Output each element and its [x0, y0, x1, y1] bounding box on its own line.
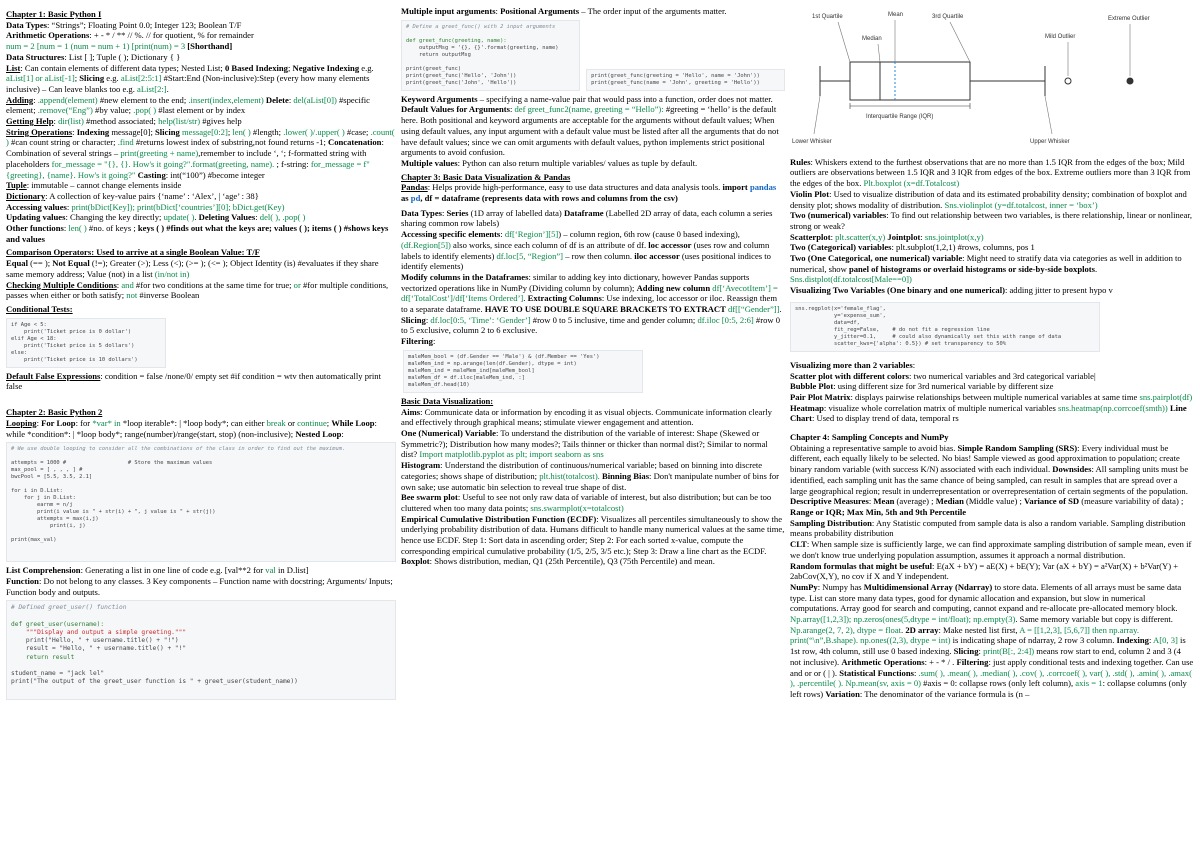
- descriptive-measures-paragraph: Descriptive Measures: Mean (average) ; Median (Middle value) ; Variance of SD (measure variability of data) ; Range or IQR; Max Min, 5th and 9th Percentile: [790, 496, 1184, 517]
- looping-paragraph: Looping: For Loop: for *var* in *loop iterable*: | *loop body*; can either break or continue; While Loop: while *condition*: | *loop body*; range(number)/range(start, stop) (non-inclusive); Nested Loop:: [6, 417, 377, 439]
- accessing-elements-paragraph: Accessing specific elements: df[‘Region’][5]) – column region, 6th row (cause 0 based indexing), (df.Region[5]) also works, since each column of df is an attribute of df. loc accessor (uses row and column labels to identify elements) df.loc[5, “Region”] – row then column. iloc accessor (uses positional indices to identify elements): [401, 229, 771, 272]
- filtering-line: Filtering:: [401, 336, 436, 347]
- histogram-paragraph: Histogram: Understand the distribution of continuous/numerical variable; based on binning into discrete categories; shows shape of distribution; plt.hist(totalcost). Binning Bias: Don't manipulate number of bins for own sake; use automatic bin selection to reveal true shape of dist.: [401, 460, 779, 492]
- code-conditional-tests: if Age < 5: print('Ticket price is 0 dollar') elif Age < 18: print('Ticket price is 5 dollars') else: print('Ticket price is 10 dollars'): [6, 318, 166, 368]
- ecdf-paragraph: Empirical Cumulative Distribution Function (ECDF): Visualizes all percentiles simultaneously to show the underlying probability distribution of data. Humans difficult to handle many numerical values at the same time, hence use ECDF. Step 1: Sort data in ascending order; Step 2: For each sorted x-value, compute the corresponding empirical cumulative probability (1/5, 2/5, 3/5 etc.); Step 3: Draw a line chart as the ECDF.: [401, 513, 785, 556]
- code-regplot: sns.regplot(x='female_flag', y='expense_sum', data=df, fit_reg=False, # do not fit a regression line y_jitter=0.1, # could also dynamically set this with range of data scatter_kws={'alpha': 0.5}) # set transparency to 50%: [790, 302, 1100, 352]
- other-functions-line: Other functions: len( ) #no. of keys ; keys ( ) #finds out what the keys are; values ( ); items ( ) #shows keys and values: [6, 223, 389, 244]
- pointer-upper-whisker: [1045, 96, 1052, 134]
- two-numerical-paragraph: Two (numerical) variables: To find out relationship between two variables, is there relationship, linear or nonlinear, strong or weak?: [790, 210, 1193, 231]
- pair-plot-paragraph: Pair Plot Matrix: displays pairwise relationships between multiple numerical variables at same time sns.pairplot(df) Heatmap: visualize whole correlation matrix of multiple numerical variables sns.heatmap(np.corrcoef(smth)) Line Chart: Used to display trend of data, temporal rs: [790, 391, 1193, 424]
- column-1: [6, 6, 396, 703]
- scatter-colors-line: Scatter plot with different colors: two numerical variables and 3rd categorical variable|: [790, 370, 1096, 381]
- multiple-input-line: Multiple input arguments: Positional Arguments – The order input of the arguments matter.: [401, 6, 727, 16]
- clt-paragraph: CLT: When sample size is sufficiently large, we can find approximate sampling distribution of sample mean, even if we don't know true underlying population assumption, assumes it approach a normal distribution.: [790, 539, 1192, 560]
- column-2: [401, 6, 785, 567]
- pandas-data-types-line: Data Types: Series (1D array of labelled data) Dataframe (Labelled 2D array of data, each column a series sharing common row labels): [401, 207, 773, 229]
- pointer-median: [878, 44, 880, 62]
- default-false-line: Default False Expressions: condition = false /none/0/ empty set #if condition = wtv then automatically print false: [6, 370, 381, 392]
- slicing-paragraph: Slicing: df.loc[0:5, ‘Time’: ‘Gender’] #row 0 to 5 inclusive, time and gender column; df.iloc [0:5, 2:6] #row 0 to 5 exclusive, column 2 to 6 exclusive.: [401, 314, 781, 336]
- code-filtering: maleMem_bool = (df.Gender == 'Male') & (df.Member == 'Yes') maleMem_ind = np.arange(len(df.Gender), dtype = int) maleMem_ind = maleMem_ind[maleMem_bool] maleMem_df = df.iloc[maleMem_ind, :] maleMem_df.head(10): [403, 350, 643, 393]
- comparison-operators-title: Comparison Operators: Used to arrive at a single Boolean Value: T/F: [6, 247, 260, 258]
- updating-values-line: Updating values: Changing the key directly; update( ). Deleting Values: del( ), .pop( ): [6, 212, 306, 223]
- code-greet-user: # Defined greet_user() function def greet_user(username): """Display and output a simple greeting.""" print("Hello, " + username.title() + "!") result = "Hello, " + username.title() + "!" return result student_name = "jack lel" print("The output of the greet_user function is " + greet_user(student_name)): [6, 600, 396, 700]
- accessing-values-line: Accessing values: print(bDict[Key]); print(bDict[‘countries’][0]; bDict.get(Key): [6, 201, 285, 212]
- label-lower-whisker: Lower Whisker: [792, 139, 832, 145]
- visualizing-two-variables-line: Visualizing Two Variables (One binary and one numerical): adding jitter to present hypo v: [790, 285, 1113, 296]
- label-extreme-outlier: Extreme Outlier: [1108, 16, 1150, 22]
- chapter-4-title: Chapter 4: Sampling Concepts and NumPy: [790, 432, 949, 443]
- pointer-q3: [950, 22, 970, 62]
- visualizing-more-line: Visualizing more than 2 variables:: [790, 359, 916, 370]
- conditional-tests-title: Conditional Tests:: [6, 303, 73, 314]
- comparison-operators-text: Equal (== ); Not Equal (!=); Greater (>); Less (<); (>= ); (<= ); Object Identity (is) #evaluates if they share same memory address; Value (not) in a list (in/not in): [6, 258, 379, 279]
- violin-paragraph: Violin Plot: Used to visualize distribution of data and its estimated probability density; combination of boxplot and density plot; shows modality of distribution. Sns.violinplot (y=df.totalcost, inner = ‘box’): [790, 188, 1187, 210]
- label-mild-outlier: Mild Outlier: [1045, 34, 1076, 40]
- boxplot-diagram: [790, 6, 1194, 154]
- label-upper-whisker: Upper Whisker: [1030, 139, 1070, 145]
- chapter-1-title: Chapter 1: Basic Python I: [6, 9, 102, 19]
- sampling-paragraph: Obtaining a representative sample to avoid bias. Simple Random Sampling (SRS): Every individual must be different, each equally likely to be selected. No bias! Sample viewed as good approximation to population; create binary random variable (with success K/N) associated with each individual. Downsides: All sampling units must be identified, each sampling unit has the same chance of being sampled, can result in samples that are spread over a large geographical region; result in underrepresentation or overrepresentation of certain segments of the population.: [790, 442, 1189, 496]
- multiple-conditions-line: Checking Multiple Conditions: and #for two conditions at the same time for true; or #for multiple conditions, passes when either or both satisfy; not #inverse Boolean: [6, 279, 389, 301]
- arithmetic-line: Arithmetic Operations: + - * / ** // %. // for quotient, % for remainder: [6, 30, 254, 41]
- boxplot-line: Boxplot: Shows distribution, median, Q1 (25th Percentile), Q3 (75th Percentile) and mean.: [401, 556, 715, 567]
- column-3: [790, 6, 1194, 700]
- code-greet-func-keyword: print(greet_func(greeting = 'Hello', name = 'John')) print(greet_func(name = 'John', greeting = 'Hello')): [586, 69, 785, 91]
- code-nested-loop: # We use double looping to consider all the combinations of the class in order to find out the maximum. attempts = 1000 # # Store the maximum values max_pool = [ , , , ] # bwcPool = [5.5, 3.5, 2.1] for i in D.List: for j in D.List: earnm = n/j print(i value is " + str(i) + ", j value is " + str(j)) attempts = max(i,j) print(i, j) print(max_val): [6, 442, 396, 562]
- data-types-line: Data Types: “Strings”; Floating Point 0.0; Integer 123; Boolean T/F: [6, 19, 242, 30]
- numpy-paragraph: NumPy: Numpy has Multidimensional Array (Ndarray) to store data. Elements of all arrays must be same data type. List can store many data types, good for dynamic allocation and expansion, but slow in numerical computations. Array good for search and computing, cannot expand and re-allocate pre-allocated memory block. Np.array([1,2,3]); np.zeros(ones(5,dtype = int/float); np.empty(3). Same memory variable but copy is different. Np.arange(2, 7, 2), dtype = float. 2D array: Make nested list first, A = [[1,2,3], [5,6,7]] then np.array. print(“\n”,B.shape). np.ones((2,3), dtype = int) is indicating shape of ndarray, 2 row 3 column. Indexing: A[0, 3] is 1st row, 4th column, still use 0 based indexing. Slicing: print(B[:, 2:4]) means row start to end, column 2 and 3 (4 not inclusive). Arithmetic Operations: + - * / . Filtering: just apply conditional tests and indexing together. Can use and or or ( | ). Statistical Functions: .sum( ), .mean( ), .median( ), .cov( ), .corrcoef( ), var( ), .std( ), .amin( ), .amax( ), .percentile( ). Np.mean(sv, axis = 0) #axis = 0: collapse rows (only left column), axis = 1: collapse columns (only left rows) Variation: The denominator of the variance formula is (n –: [790, 581, 1194, 699]
- aims-paragraph: Aims: Communicate data or information by encoding it as visual objects. Communicate information clearly and effectively through graphical means; stimulate viewer engagement and attention.: [401, 406, 772, 428]
- data-structures-line: Data Structures: List [ ]; Tuple ( ); Dictionary { }: [6, 51, 181, 62]
- adding-paragraph: Adding: .append(element) #new element to the end; .insert(index,element) Delete: del(aList[0]) #specific element; .remove(“Eng”) #by value; .pop( ) #last element or by index: [6, 94, 370, 116]
- bee-swarm-paragraph: Bee swarm plot: Useful to see not only raw data of variable of interest, but also distribution; but can be too cluttered when too many data points; sns.swarmplot(x=totalcost): [401, 492, 772, 513]
- boxplot-mild-outlier-point: [1065, 78, 1071, 84]
- tuple-line: Tuple: immutable – cannot change elements inside: [6, 180, 182, 191]
- modify-columns-paragraph: Modify columns in the Dataframes: similar to adding key into dictionary, however Pandas supports vectorized operations like in NumPy (Dividing column by column); Adding new column df[‘AvecotItem’] = df[‘TotalCost’]/df[‘Items Ordered’]. Extracting Columns: Use indexing, loc accessor or iloc. Reassign them to a separate dataframe. HAVE TO USE DOUBLE SQUARE BRACKETS TO EXTRACT df[[“Gender”]].: [401, 271, 782, 315]
- chapter-3-title: Chapter 3: Basic Data Visualization & Pandas: [401, 171, 571, 182]
- chapter-2-title: Chapter 2: Basic Python 2: [6, 407, 103, 418]
- bubble-plot-line: Bubble Plot: using different size for 3rd numerical variable by different size: [790, 381, 1054, 392]
- num-shorthand-line: num = 2 [num = 1 (num = num + 1) [print(num) = 3 [Shorthand]: [6, 41, 233, 52]
- label-first-quartile: 1st Quartile: [812, 14, 843, 20]
- label-mean: Mean: [888, 12, 904, 18]
- default-values-paragraph: Default Values for Arguments: def greet_func2(name, greeting = “Hello”): #greeting = ‘hello’ is the default here. Both positional and keyword arguments are acceptable for the arguments without default values; When using default values, any input argument with a default value must be listed after all the arguments that do not have default values; since we can omit arguments with default values, python implements strict positional arguments to avoid confusion.: [401, 104, 779, 158]
- random-formulas-paragraph: Random formulas that might be useful: E(aX + bY) = aE(X) + bE(Y); Var (aX + bY) = a²Var(X) + b²Var(Y) + 2abCov(X,Y), no cov if X and Y independent.: [790, 560, 1179, 582]
- pandas-paragraph: Pandas: Helps provide high-performance, easy to use data structures and data analysis tools. import pandas as pd, df = dataframe (represents data with rows and columns from the csv): [401, 182, 777, 204]
- dictionary-line: Dictionary: A collection of key-value pairs {‘name’ : ‘Alex’, | ‘age’ : 38}: [6, 190, 259, 201]
- multiple-values-line: Multiple values: Python can also return multiple variables/ values as tuple by default.: [401, 157, 698, 168]
- two-categorical-line: Two (Categorical) variables: plt.subplot(1,2,1) #rows, columns, pos 1: [790, 242, 1035, 253]
- label-median: Median: [862, 36, 882, 42]
- label-third-quartile: 3rd Quartile: [932, 14, 964, 20]
- function-line: Function: Do not belong to any classes. 3 Key components – Function name with docstring; Arguments/ Inputs; Function body and outputs.: [6, 575, 393, 597]
- one-variable-paragraph: One (Numerical) Variable: To understand the distribution of the variable of interest: Shape (Skewed or Symmetric?); Distribution how many modes?; Tails thinner or thicker than normal dist?; Similar to normal dist? Import matplotlib.pyplot as plt; import seaborn as sns: [401, 427, 768, 460]
- code-row-greet-func: [401, 17, 785, 94]
- two-mixed-paragraph: Two (One Categorical, one numerical) variable: Might need to stratify data via categories as well in addition to numerical, show panel of histograms or overlaid histograms or side-by-side boxplots. Sns.distplot(df.totalcost[Male==0]): [790, 253, 1182, 285]
- getting-help-line: Getting Help: dir(list) #method associated; help(list/str) #gives help: [6, 116, 242, 127]
- pointer-q1: [838, 22, 850, 62]
- code-greet-func-positional: # Define a greet_func() with 2 input arguments def greet_func(greeting, name): outputMsg = '{}, {}'.format(greeting, name) return outputMsg print(greet_func) print(greet_func('Hello', 'John')) print(greet_func('John', 'Hello')): [401, 20, 580, 91]
- scatterplot-line: Scatterplot: plt.scatter(x,y) Jointplot: sns.jointplot(x,y): [790, 231, 984, 242]
- list-comprehension-line: List Comprehension: Generating a list in one line of code e.g. [val**2 for val in D.list]: [6, 565, 309, 576]
- basic-data-visualization-title: Basic Data Visualization:: [401, 395, 494, 406]
- sampling-distribution-paragraph: Sampling Distribution: Any Statistic computed from sample data is also a random variable. Sampling distribution means probability distribution: [790, 517, 1186, 539]
- list-paragraph: List: Can contain elements of different data types; Nested List; 0 Based Indexing; Negative Indexing e.g. aList[1] or aList[-1]; Slicing e.g. aList[2:5:1] #Start:End (Non-inclusive):Step (every how many elements inclusive) – Can leave blanks too e.g. aList[2:].: [6, 62, 374, 94]
- boxplot-box: [850, 62, 970, 100]
- keyword-arguments-line: Keyword Arguments – specifying a name-value pair that would pass into a function, order does not matter.: [401, 93, 773, 104]
- pointer-lower-whisker: [814, 96, 820, 134]
- label-iqr: Interquartile Range (IQR): [866, 114, 934, 120]
- string-operations-paragraph: String Operations: Indexing message[0]; Slicing message[0:2]; len( ) #length; .lower( )/.upper( ) #case; .count( ) #can count string or character; .find #returns lowest index of substring,not found returns -1; Concatenation: Combination of several strings – print(greeting + name),remember to include ‘, ‘; f-formatted string with placeholders for_message = "{}, {}. How's it going?".format(greeting, name). ; f-string: for_message = f"{greeting}, {name}. How's it going?" Casting: int(“100”) #become integer: [6, 126, 395, 180]
- rules-paragraph: Rules: Whiskers extend to the furthest observations that are no more than 1.5 IQR from the edges of the box; Mild outliers are observations between 1.5 IQR and 3 IQR from edges of the box. Extreme outliers more than 3 IQR from the edges of the box. Plt.boxplot (x=df.Totalcost): [790, 156, 1191, 189]
- boxplot-extreme-outlier-point: [1127, 78, 1133, 84]
